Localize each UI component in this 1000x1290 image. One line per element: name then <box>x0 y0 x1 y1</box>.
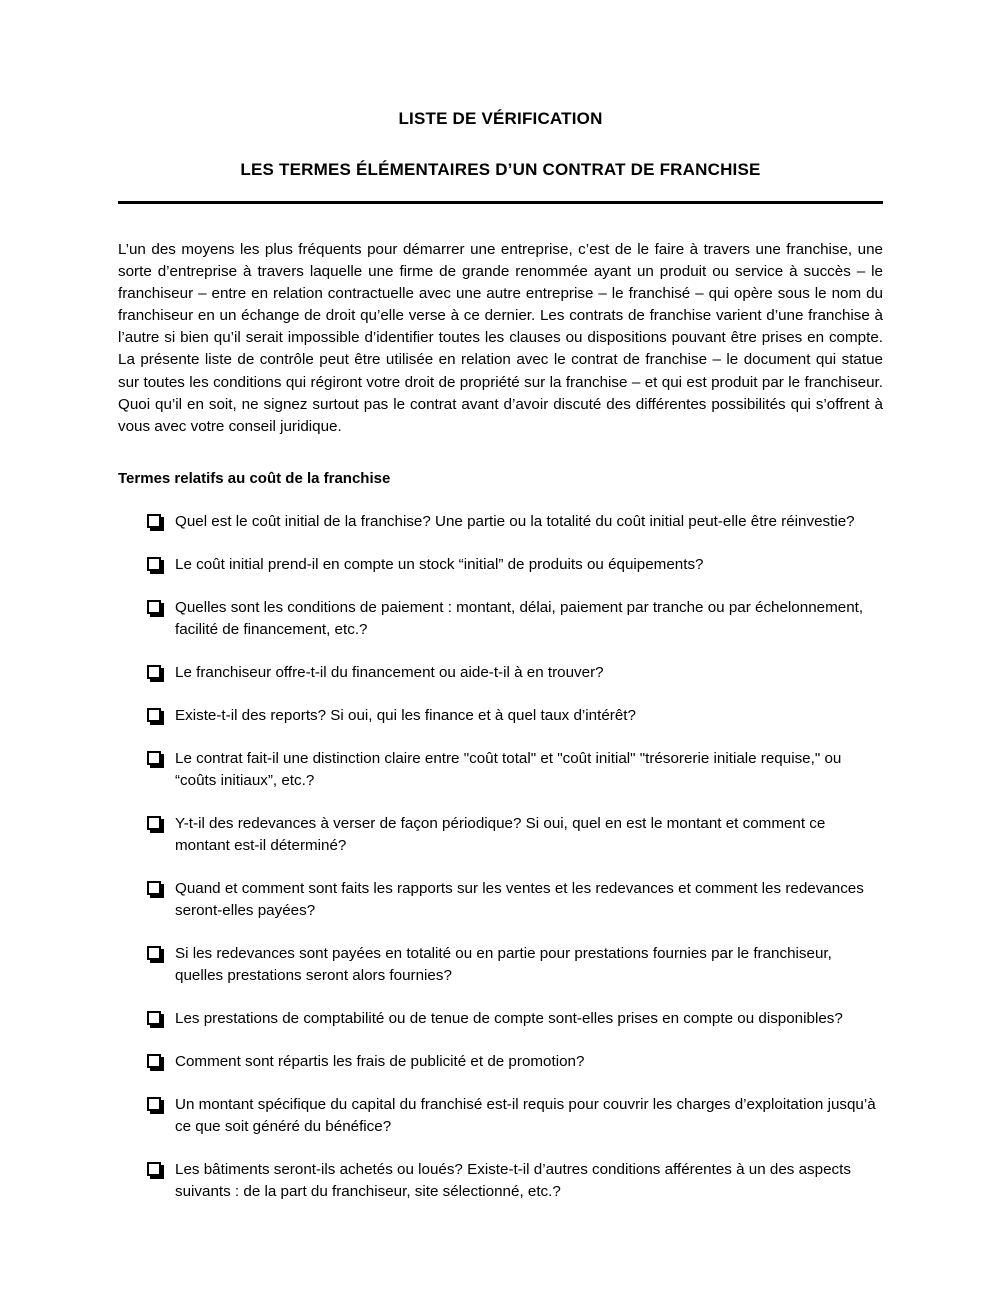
list-item-label: Comment sont répartis les frais de publicité et de promotion? <box>175 1053 585 1071</box>
checkbox-icon[interactable] <box>147 751 161 765</box>
checkbox-icon[interactable] <box>147 514 161 528</box>
list-item-label: Quand et comment sont faits les rapports sur les ventes et les redevances et comment les redevances seront-elles payées? <box>175 880 864 920</box>
list-item[interactable] <box>118 662 883 684</box>
list-item-label: Le contrat fait-il une distinction claire entre "coût total" et "coût initial" "trésorerie initiale requise," ou “coûts initiaux”, etc.? <box>175 749 842 789</box>
list-item[interactable] <box>118 554 883 576</box>
list-item[interactable] <box>118 1008 883 1030</box>
list-item[interactable] <box>118 1159 883 1203</box>
checkbox-icon[interactable] <box>147 1011 161 1025</box>
header-divider <box>118 201 883 204</box>
list-item-label: Le franchiseur offre-t-il du financement ou aide-t-il à en trouver? <box>175 663 604 681</box>
section-heading: Termes relatifs au coût de la franchise <box>118 470 391 488</box>
checkbox-icon[interactable] <box>147 946 161 960</box>
checklist <box>118 489 883 1204</box>
checkbox-icon[interactable] <box>147 881 161 895</box>
checkbox-icon[interactable] <box>147 1054 161 1068</box>
list-item[interactable] <box>118 943 883 987</box>
list-item[interactable] <box>118 1094 883 1138</box>
checkbox-icon[interactable] <box>147 816 161 830</box>
list-item[interactable] <box>118 878 883 922</box>
checkbox-icon[interactable] <box>147 1162 161 1176</box>
checkbox-icon[interactable] <box>147 1097 161 1111</box>
list-item-label: Quelles sont les conditions de paiement : montant, délai, paiement par tranche ou par échelonnement, facilité de financement, etc.? <box>175 598 864 638</box>
checkbox-icon[interactable] <box>147 665 161 679</box>
list-item-label: Le coût initial prend-il en compte un stock “initial” de produits ou équipements? <box>175 555 704 573</box>
checkbox-icon[interactable] <box>147 557 161 571</box>
checkbox-icon[interactable] <box>147 600 161 614</box>
list-item-label: Quel est le coût initial de la franchise? Une partie ou la totalité du coût initial peut-elle être réinvestie? <box>175 512 855 530</box>
list-item[interactable] <box>118 813 883 857</box>
list-item[interactable] <box>118 1051 883 1073</box>
page-title: LISTE DE VÉRIFICATION <box>398 109 603 128</box>
document-content <box>118 0 883 1203</box>
list-item-label: Y-t-il des redevances à verser de façon périodique? Si oui, quel en est le montant et comment ce montant est-il déterminé? <box>175 814 826 854</box>
title-block <box>118 0 883 181</box>
list-item-label: Un montant spécifique du capital du franchisé est-il requis pour couvrir les charges d’exploitation jusqu’à ce que soit généré du bénéfice? <box>175 1096 876 1136</box>
page-subtitle: LES TERMES ÉLÉMENTAIRES D’UN CONTRAT DE FRANCHISE <box>240 160 761 180</box>
checkbox-icon[interactable] <box>147 708 161 722</box>
list-item-label: Si les redevances sont payées en totalité ou en partie pour prestations fournies par le franchiseur, quelles prestations seront alors fournies? <box>175 945 832 985</box>
list-item[interactable] <box>118 748 883 792</box>
list-item[interactable] <box>118 705 883 727</box>
list-item[interactable] <box>118 597 883 641</box>
intro-paragraph: L’un des moyens les plus fréquents pour démarrer une entreprise, c’est de le faire à travers une franchise, une sorte d’entreprise à travers laquelle une firme de grande renommée ayant un produit ou service à succès – le franchiseur – entre en relation contractuelle avec une autre entreprise – le franchisé – qui opère sous le nom du franchiseur en un échange de droit qu’elle verse à ce dernier. Les contrats de franchise varient d’une franchise à l’autre si bien qu’il serait impossible d’identifier toutes les clauses ou dispositions pouvant être prises en compte. La présente liste de contrôle peut être utilisée en relation avec le contrat de franchise – le document qui statue sur toutes les conditions qui régiront votre droit de propriété sur la franchise – et qui est produit par le franchiseur. Quoi qu’il en soit, ne signez surtout pas le contrat avant d’avoir discuté des différentes possibilités qui s’offrent à vous avec votre conseil juridique. <box>118 240 883 435</box>
list-item-label: Les bâtiments seront-ils achetés ou loués? Existe-t-il d’autres conditions afférentes à un des aspects suivants : de la part du franchiseur, site sélectionné, etc.? <box>175 1161 851 1201</box>
list-item-label: Les prestations de comptabilité ou de tenue de compte sont-elles prises en compte ou disponibles? <box>175 1010 843 1028</box>
list-item[interactable] <box>118 511 883 533</box>
list-item-label: Existe-t-il des reports? Si oui, qui les finance et à quel taux d’intérêt? <box>175 706 636 724</box>
